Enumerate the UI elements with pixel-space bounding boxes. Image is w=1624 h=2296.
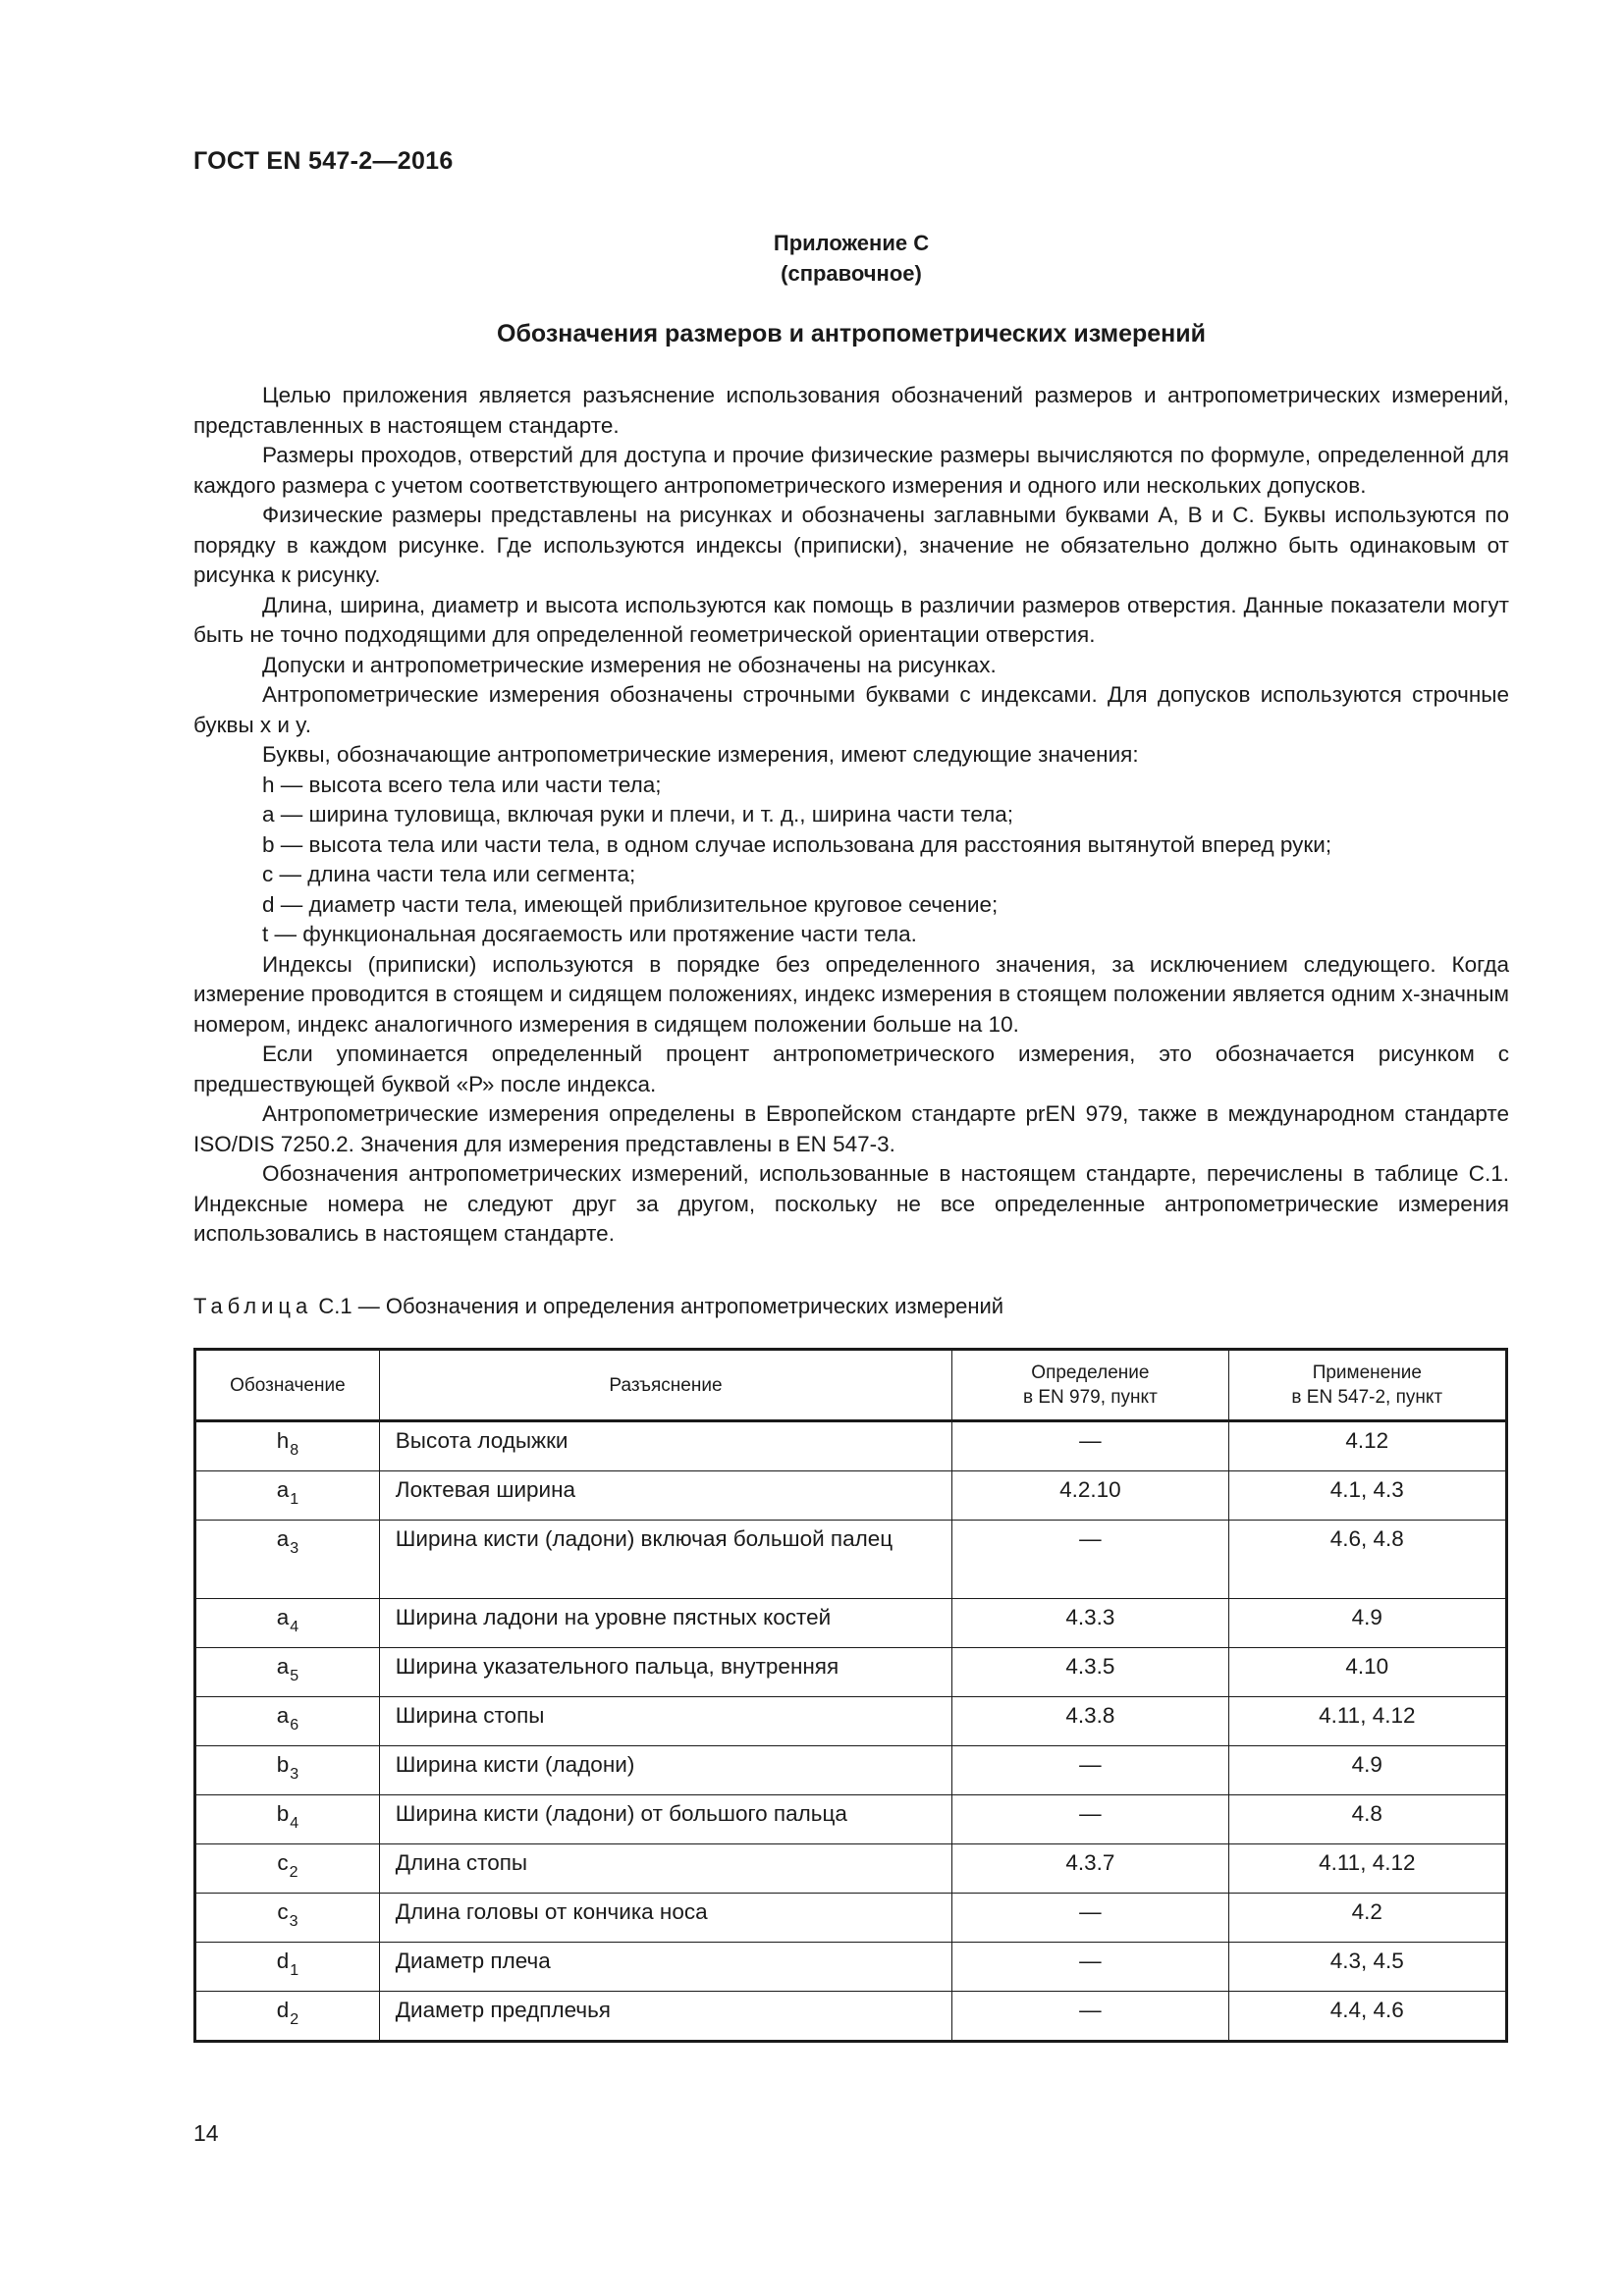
symbol-letter: d (276, 1949, 290, 1973)
table-caption (193, 1294, 1003, 1319)
body-paragraph: b — высота тела или части тела, в одном случае использована для расстояния вытянутой вперед руки; (262, 831, 1332, 857)
cell-symbol (195, 1521, 380, 1599)
cell-definition: 4.3.3 (952, 1599, 1228, 1648)
table-row (195, 1697, 1507, 1746)
symbol-index: 4 (290, 1815, 299, 1832)
cell-symbol (195, 1697, 380, 1746)
symbol-index: 1 (290, 1491, 299, 1508)
body-paragraph: d — диаметр части тела, имеющей приблизительное круговое сечение; (262, 891, 999, 917)
symbol-letter: c (277, 1850, 289, 1875)
page-number: 14 (193, 2120, 219, 2146)
annex-title: Обозначения размеров и антропометрических измерений (497, 320, 1206, 347)
body-paragraph: Обозначения антропометрических измерений, использованные в настоящем стандарте, перечислены в таблице С.1. Индексные номера не следуют друг за другом, поскольку не все определенные антропометрические измерения использовались в настоящем стандарте. (193, 1161, 1509, 1246)
symbol-index: 3 (290, 1540, 299, 1557)
cell-explanation: Локтевая ширина (379, 1471, 951, 1521)
body-paragraph: c — длина части тела или сегмента; (262, 862, 636, 886)
header-explanation: Разъяснение (379, 1350, 951, 1421)
header-definition-line1: Определение (1031, 1362, 1150, 1383)
symbol-letter: b (276, 1752, 290, 1777)
cell-definition: — (952, 1795, 1228, 1844)
symbol-letter: d (276, 1998, 290, 2022)
header-application (1228, 1350, 1506, 1421)
cell-symbol (195, 1648, 380, 1697)
body-paragraph: t — функциональная досягаемость или протяжение части тела. (262, 922, 917, 946)
cell-definition: — (952, 1521, 1228, 1599)
cell-application: 4.11, 4.12 (1228, 1844, 1506, 1894)
table-row (195, 1894, 1507, 1943)
cell-application: 4.1, 4.3 (1228, 1471, 1506, 1521)
symbol-letter: b (276, 1801, 290, 1826)
cell-explanation: Длина головы от кончика носа (379, 1894, 951, 1943)
cell-application: 4.11, 4.12 (1228, 1697, 1506, 1746)
table-row (195, 1421, 1507, 1471)
standard-code: ГОСТ EN 547-2—2016 (193, 147, 454, 175)
cell-symbol (195, 1421, 380, 1471)
cell-explanation: Высота лодыжки (379, 1421, 951, 1471)
table-row (195, 1648, 1507, 1697)
symbol-index: 4 (290, 1619, 299, 1635)
header-definition (952, 1350, 1228, 1421)
table-header-row (195, 1350, 1507, 1421)
table-row (195, 1992, 1507, 2042)
cell-application: 4.8 (1228, 1795, 1506, 1844)
body-paragraph: a — ширина туловища, включая руки и плечи, и т. д., ширина части тела; (262, 802, 1013, 827)
cell-explanation: Ширина ладони на уровне пястных костей (379, 1599, 951, 1648)
table-row (195, 1471, 1507, 1521)
cell-explanation: Диаметр плеча (379, 1943, 951, 1992)
symbol-letter: a (276, 1477, 290, 1502)
cell-application: 4.12 (1228, 1421, 1506, 1471)
body-paragraph: Физические размеры представлены на рисунках и обозначены заглавными буквами А, В и С. Буквы используются по порядку в каждом рисунке. Где используются индексы (приписки), значение не обязательно должно быть одинаковым от рисунка к рисунку. (193, 503, 1509, 587)
table-row (195, 1795, 1507, 1844)
table-row (195, 1521, 1507, 1599)
cell-application: 4.4, 4.6 (1228, 1992, 1506, 2042)
cell-symbol (195, 1992, 380, 2042)
cell-symbol (195, 1599, 380, 1648)
cell-explanation: Ширина указательного пальца, внутренняя (379, 1648, 951, 1697)
cell-definition: — (952, 1992, 1228, 2042)
symbol-index: 5 (290, 1668, 299, 1684)
symbol-index: 2 (289, 1864, 298, 1881)
table-row (195, 1844, 1507, 1894)
table-body (195, 1421, 1507, 2042)
cell-symbol (195, 1943, 380, 1992)
cell-application: 4.2 (1228, 1894, 1506, 1943)
cell-application: 4.9 (1228, 1599, 1506, 1648)
body-paragraph: Антропометрические измерения определены в Европейском стандарте prEN 979, также в международном стандарте ISO/DIS 7250.2. Значения для измерения представлены в EN 547-3. (193, 1101, 1509, 1156)
definitions-table (193, 1348, 1508, 2043)
symbol-index: 2 (290, 2011, 299, 2028)
symbol-index: 1 (290, 1962, 299, 1979)
body-paragraph: Длина, ширина, диаметр и высота используются как помощь в различии размеров отверстия. Данные показатели могут быть не точно подходящими для определенной геометрической ориентации отверстия. (193, 592, 1509, 647)
cell-application: 4.6, 4.8 (1228, 1521, 1506, 1599)
symbol-index: 6 (290, 1717, 299, 1734)
body-paragraph: Размеры проходов, отверстий для доступа и прочие физические размеры вычисляются по формуле, определенной для каждого размера с учетом соответствующего антропометрического измерения и одного или нескольких допусков. (193, 443, 1509, 498)
cell-definition: 4.2.10 (952, 1471, 1228, 1521)
annex-heading (193, 228, 1509, 289)
header-application-line2: в EN 547-2, пункт (1291, 1387, 1443, 1408)
body-paragraph: Буквы, обозначающие антропометрические измерения, имеют следующие значения: (262, 742, 1139, 767)
body-paragraph: Индексы (приписки) используются в порядке без определенного значения, за исключением следующего. Когда измерение проводится в стоящем и сидящем положениях, индекс измерения в стоящем положении является одним x-значным номером, индекс аналогичного измерения в сидящем положении больше на 10. (193, 951, 1509, 1037)
symbol-index: 3 (290, 1766, 299, 1783)
cell-symbol (195, 1795, 380, 1844)
cell-definition: 4.3.8 (952, 1697, 1228, 1746)
cell-definition: — (952, 1746, 1228, 1795)
cell-definition: — (952, 1894, 1228, 1943)
symbol-index: 8 (290, 1442, 299, 1459)
body-paragraph: Антропометрические измерения обозначены строчными буквами с индексами. Для допусков используются строчные буквы x и y. (193, 682, 1509, 737)
annex-label: Приложение С (773, 231, 930, 255)
symbol-letter: a (276, 1605, 290, 1629)
symbol-letter: h (276, 1428, 290, 1453)
table-row (195, 1599, 1507, 1648)
symbol-letter: c (277, 1899, 289, 1924)
cell-symbol (195, 1894, 380, 1943)
cell-application: 4.9 (1228, 1746, 1506, 1795)
cell-definition: 4.3.5 (952, 1648, 1228, 1697)
cell-application: 4.3, 4.5 (1228, 1943, 1506, 1992)
header-application-line1: Применение (1312, 1362, 1422, 1383)
header-symbol: Обозначение (195, 1350, 380, 1421)
cell-definition: — (952, 1943, 1228, 1992)
cell-application: 4.10 (1228, 1648, 1506, 1697)
body-paragraph: h — высота всего тела или части тела; (262, 772, 662, 797)
table-caption-prefix: Таблица (193, 1294, 313, 1318)
cell-explanation: Ширина стопы (379, 1697, 951, 1746)
body-paragraph: Если упоминается определенный процент антропометрического измерения, это обозначается рисунком с предшествующей буквой «Р» после индекса. (193, 1041, 1509, 1096)
cell-explanation: Ширина кисти (ладони) включая большой палец (379, 1521, 951, 1599)
cell-symbol (195, 1746, 380, 1795)
annex-status: (справочное) (781, 261, 922, 286)
cell-explanation: Ширина кисти (ладони) от большого пальца (379, 1795, 951, 1844)
table-row (195, 1746, 1507, 1795)
symbol-index: 3 (289, 1913, 298, 1930)
header-definition-line2: в EN 979, пункт (1022, 1387, 1158, 1408)
cell-definition: — (952, 1421, 1228, 1471)
body-paragraph: Допуски и антропометрические измерения не обозначены на рисунках. (262, 652, 997, 677)
body-paragraph: Целью приложения является разъяснение использования обозначений размеров и антропометрических измерений, представленных в настоящем стандарте. (193, 383, 1509, 438)
table-caption-title: С.1 — Обозначения и определения антропометрических измерений (318, 1294, 1004, 1318)
annex-body (193, 381, 1509, 1250)
cell-explanation: Ширина кисти (ладони) (379, 1746, 951, 1795)
cell-explanation: Диаметр предплечья (379, 1992, 951, 2042)
symbol-letter: a (276, 1703, 290, 1728)
cell-symbol (195, 1844, 380, 1894)
cell-explanation: Длина стопы (379, 1844, 951, 1894)
cell-definition: 4.3.7 (952, 1844, 1228, 1894)
symbol-letter: a (276, 1654, 290, 1679)
cell-symbol (195, 1471, 380, 1521)
symbol-letter: a (276, 1526, 290, 1551)
table-row (195, 1943, 1507, 1992)
